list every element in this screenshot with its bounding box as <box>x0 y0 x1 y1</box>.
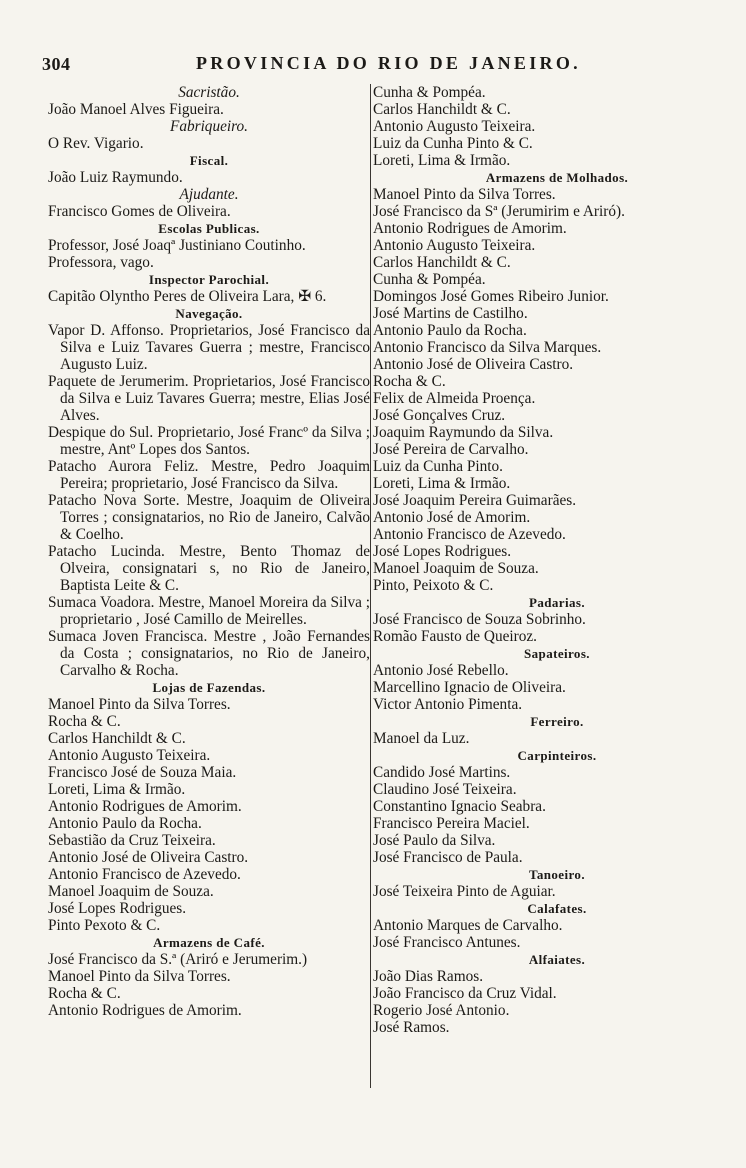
entry-line: Antonio Rodrigues de Amorim. <box>48 1002 242 1019</box>
entry-line: Manoel Joaquim de Souza. <box>373 560 539 577</box>
entry-line: João Luiz Raymundo. <box>48 169 183 186</box>
entry-line: Paquete de Jerumerim. Proprietarios, José Francisco da Silva e Luiz Tavares Guerra; mestre, Elias José Alves. <box>48 373 370 424</box>
entry-line: Antonio José de Oliveira Castro. <box>48 849 249 866</box>
section-heading: Inspector Parochial. <box>148 272 270 287</box>
entry-line: Rocha & C. <box>373 373 446 390</box>
entry-line: João Manoel Alves Figueira. <box>48 101 224 118</box>
entry-line: Carlos Hanchildt & C. <box>48 730 186 747</box>
left-column <box>48 84 370 1019</box>
entry-line: José Pereira de Carvalho. <box>373 441 529 458</box>
entry-line: José Gonçalves Cruz. <box>373 407 506 424</box>
entry-line: Professor, José Joaqª Justiniano Coutinho. <box>48 237 306 254</box>
entry-line: José Francisco Antunes. <box>373 934 521 951</box>
entry-line: Patacho Aurora Feliz. Mestre, Pedro Joaquim Pereira; proprietario, José Francisco da Silva. <box>48 458 370 492</box>
entry-line: Domingos José Gomes Ribeiro Junior. <box>373 288 609 305</box>
entry-line: Loreti, Lima & Irmão. <box>373 152 511 169</box>
entry-line: Capitão Olyntho Peres de Oliveira Lara, ✠ 6. <box>48 288 327 305</box>
section-heading: Fabriqueiro. <box>169 118 249 135</box>
section-heading: Ajudante. <box>179 186 239 203</box>
entry-line: Constantino Ignacio Seabra. <box>373 798 546 815</box>
entry-line: Candido José Martins. <box>373 764 511 781</box>
entry-line: Antonio José de Oliveira Castro. <box>373 356 574 373</box>
section-heading: Fiscal. <box>189 153 229 168</box>
entry-line: Loreti, Lima & Irmão. <box>373 475 511 492</box>
entry-line: Antonio Francisco de Azevedo. <box>48 866 241 883</box>
entry-line: Luiz da Cunha Pinto & C. <box>373 135 533 152</box>
section-heading: Armazens de Molhados. <box>485 170 629 185</box>
entry-line: Francisco Gomes de Oliveira. <box>48 203 231 220</box>
entry-line: Loreti, Lima & Irmão. <box>48 781 186 798</box>
entry-line: Professora, vago. <box>48 254 154 271</box>
entry-line: João Dias Ramos. <box>373 968 484 985</box>
entry-line: Felix de Almeida Proença. <box>373 390 536 407</box>
entry-line: Sumaca Joven Francisca. Mestre , João Fernandes da Costa ; consignatarios, no Rio de Janeiro, Carvalho & Rocha. <box>48 628 370 679</box>
entry-line: Vapor D. Affonso. Proprietarios, José Francisco da Silva e Luiz Tavares Guerra ; mestre, Francisco Augusto Luiz. <box>48 322 370 373</box>
section-heading: Escolas Publicas. <box>158 221 260 236</box>
entry-line: Antonio Paulo da Rocha. <box>373 322 527 339</box>
section-heading: Padarias. <box>529 595 585 610</box>
entry-line: Manoel da Luz. <box>373 730 470 747</box>
entry-line: Manoel Pinto da Silva Torres. <box>48 968 231 985</box>
entry-line: José Lopes Rodrigues. <box>48 900 187 917</box>
entry-line: Victor Antonio Pimenta. <box>373 696 523 713</box>
running-title: PROVINCIA DO RIO DE JANEIRO. <box>196 53 581 73</box>
section-heading: Sapateiros. <box>524 646 590 661</box>
entry-line: Claudino José Teixeira. <box>373 781 517 798</box>
entry-line: José Paulo da Silva. <box>373 832 496 849</box>
entry-line: Antonio Francisco de Azevedo. <box>373 526 566 543</box>
entry-line: José Joaquim Pereira Guimarães. <box>373 492 577 509</box>
section-heading: Carpinteiros. <box>517 748 597 763</box>
section-heading: Sacristão. <box>178 84 240 101</box>
page-number: 304 <box>42 54 71 74</box>
entry-line: Antonio Francisco da Silva Marques. <box>373 339 602 356</box>
entry-line: José Martins de Castilho. <box>373 305 528 322</box>
entry-line: Carlos Hanchildt & C. <box>373 254 511 271</box>
entry-line: Pinto, Peixoto & C. <box>373 577 494 594</box>
section-heading: Lojas de Fazendas. <box>152 680 266 695</box>
entry-line: João Francisco da Cruz Vidal. <box>373 985 557 1002</box>
entry-line: O Rev. Vigario. <box>48 135 144 152</box>
entry-line: Marcellino Ignacio de Oliveira. <box>373 679 566 696</box>
entry-line: Pinto Pexoto & C. <box>48 917 161 934</box>
entry-line: Rocha & C. <box>48 985 121 1002</box>
entry-line: Antonio Rodrigues de Amorim. <box>373 220 567 237</box>
entry-line: Patacho Nova Sorte. Mestre, Joaquim de Oliveira Torres ; consignatarios, no Rio de Janeiro, Calvão & Coelho. <box>48 492 370 543</box>
section-heading: Tanoeiro. <box>529 867 585 882</box>
entry-line: José Francisco de Souza Sobrinho. <box>373 611 586 628</box>
entry-line: José Teixeira Pinto de Aguiar. <box>373 883 556 900</box>
entry-line: Francisco José de Souza Maia. <box>48 764 237 781</box>
entry-line: Despique do Sul. Proprietario, José Francº da Silva ; mestre, Antº Lopes dos Santos. <box>48 424 370 458</box>
entry-line: Antonio José Rebello. <box>373 662 509 679</box>
section-heading: Calafates. <box>527 901 587 916</box>
entry-line: Sumaca Voadora. Mestre, Manoel Moreira da Silva ; proprietario , José Camillo de Meirelles. <box>48 594 370 628</box>
entry-line: Luiz da Cunha Pinto. <box>373 458 504 475</box>
entry-line: José Francisco de Paula. <box>373 849 523 866</box>
entry-line: Cunha & Pompéa. <box>373 271 486 288</box>
section-heading: Ferreiro. <box>530 714 584 729</box>
entry-line: Rogerio José Antonio. <box>373 1002 510 1019</box>
entry-line: Antonio Augusto Teixeira. <box>48 747 211 764</box>
entry-line: Antonio Augusto Teixeira. <box>373 118 536 135</box>
entry-line: Romão Fausto de Queiroz. <box>373 628 537 645</box>
section-heading: Alfaiates. <box>528 952 586 967</box>
entry-line: Manoel Pinto da Silva Torres. <box>373 186 556 203</box>
entry-line: Antonio Rodrigues de Amorim. <box>48 798 242 815</box>
entry-line: Sebastião da Cruz Teixeira. <box>48 832 216 849</box>
entry-line: Carlos Hanchildt & C. <box>373 101 511 118</box>
entry-line: José Francisco da Sª (Jerumirim e Ariró). <box>373 203 625 220</box>
entry-line: José Ramos. <box>373 1019 450 1036</box>
section-heading: Navegação. <box>175 306 243 321</box>
entry-line: Antonio Paulo da Rocha. <box>48 815 202 832</box>
entry-line: Manoel Pinto da Silva Torres. <box>48 696 231 713</box>
entry-line: Rocha & C. <box>48 713 121 730</box>
page-header <box>36 52 581 78</box>
entry-line: Francisco Pereira Maciel. <box>373 815 530 832</box>
entry-line: Antonio José de Amorim. <box>373 509 531 526</box>
entry-line: Manoel Joaquim de Souza. <box>48 883 214 900</box>
entry-line: José Francisco da S.ª (Ariró e Jerumerim.) <box>48 951 308 968</box>
entry-line: José Lopes Rodrigues. <box>373 543 512 560</box>
entry-line: Cunha & Pompéa. <box>373 84 486 101</box>
entry-line: Antonio Marques de Carvalho. <box>373 917 563 934</box>
entry-line: Antonio Augusto Teixeira. <box>373 237 536 254</box>
section-heading: Armazens de Café. <box>153 935 265 950</box>
right-column <box>370 84 741 1088</box>
entry-line: Patacho Lucinda. Mestre, Bento Thomaz de Olveira, consignatari s, no Rio de Janeiro, Baptista Leite & C. <box>48 543 370 594</box>
entry-line: Joaquim Raymundo da Silva. <box>373 424 554 441</box>
